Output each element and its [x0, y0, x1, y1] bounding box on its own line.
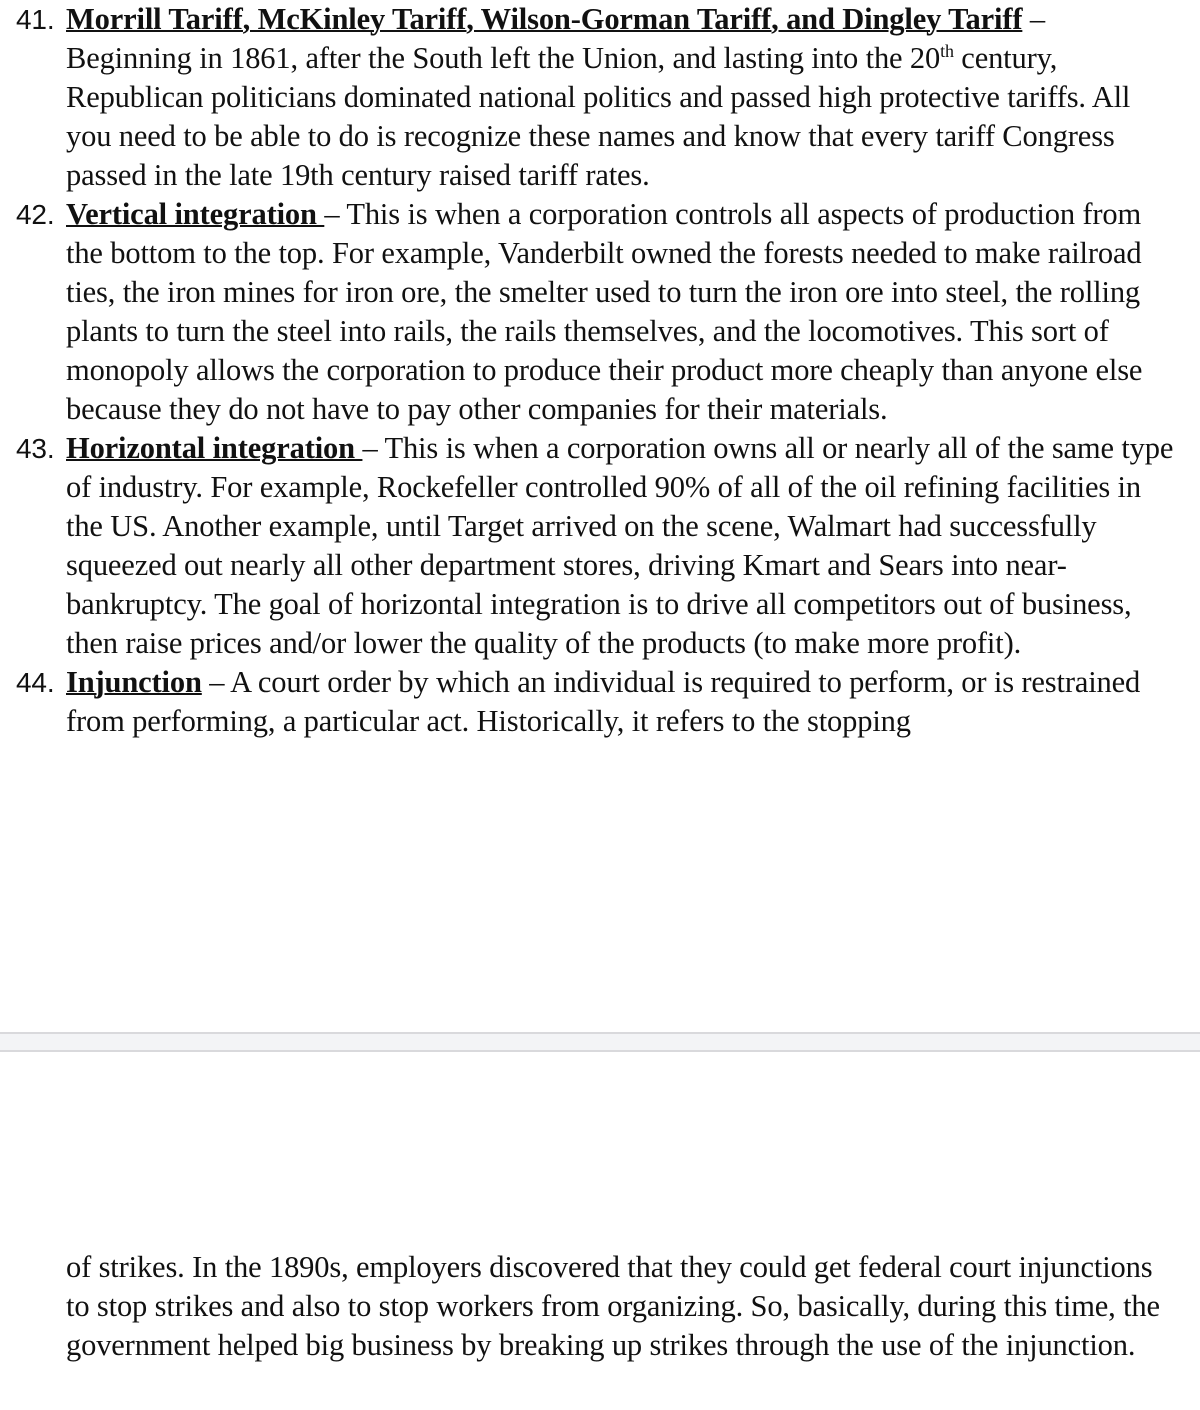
term-definition: A court order by which an individual is required to perform, or is restrained from performing, a particular act. Historically, it refers to the stopping	[66, 665, 1141, 738]
term-42	[0, 195, 1200, 429]
term-separator: –	[324, 197, 347, 231]
term-separator: –	[1022, 2, 1045, 36]
term-44-continuation: of strikes. In the 1890s, employers discovered that they could get federal court injunctions to stop strikes and also to stop workers from organizing. So, basically, during this time, the government helped big business by breaking up strikes through the use of the injunction.	[66, 1250, 1160, 1362]
term-name: Horizontal integration	[66, 431, 363, 465]
term-name: Morrill Tariff, McKinley Tariff, Wilson-Gorman Tariff, and Dingley Tariff	[66, 2, 1023, 36]
term-definition: Beginning in 1861, after the South left the Union, and lasting into the 20	[66, 41, 941, 75]
term-44	[0, 663, 1200, 741]
term-definition-continued: century, Republican politicians dominated national politics and passed high protective tariffs. All you need to be able to do is recognize these names and know that every tariff Congress passed in the late 19th century raised tariff rates.	[66, 41, 1131, 192]
document-page-2	[0, 1052, 1200, 1410]
term-number: 42.	[16, 199, 55, 230]
term-number: 43.	[16, 433, 55, 464]
term-43	[0, 429, 1200, 663]
term-definition: This is when a corporation controls all aspects of production from the bottom to the top. For example, Vanderbilt owned the forests needed to make railroad ties, the iron mines for iron ore, the smelter used to turn the iron ore into steel, the rolling plants to turn the steel into rails, the rails themselves, and the locomotives. This sort of monopoly allows the corporation to produce their product more cheaply than anyone else because they do not have to pay other companies for their materials.	[66, 197, 1143, 426]
term-definition: This is when a corporation owns all or nearly all of the same type of industry. For example, Rockefeller controlled 90% of all of the oil refining facilities in the US. Another example, until Target arrived on the scene, Walmart had successfully squeezed out nearly all other department stores, driving Kmart and Sears into near-bankruptcy. The goal of horizontal integration is to drive all competitors out of business, then raise prices and/or lower the quality of the products (to make more profit).	[66, 431, 1174, 660]
term-41	[0, 0, 1200, 195]
term-number: 41.	[16, 4, 55, 35]
page-break	[0, 1032, 1200, 1052]
term-name: Injunction	[66, 665, 202, 699]
term-name: Vertical integration	[66, 197, 325, 231]
ordinal-suffix: th	[940, 40, 954, 61]
term-separator: –	[362, 431, 385, 465]
term-number: 44.	[16, 667, 55, 698]
term-separator: –	[201, 665, 231, 699]
